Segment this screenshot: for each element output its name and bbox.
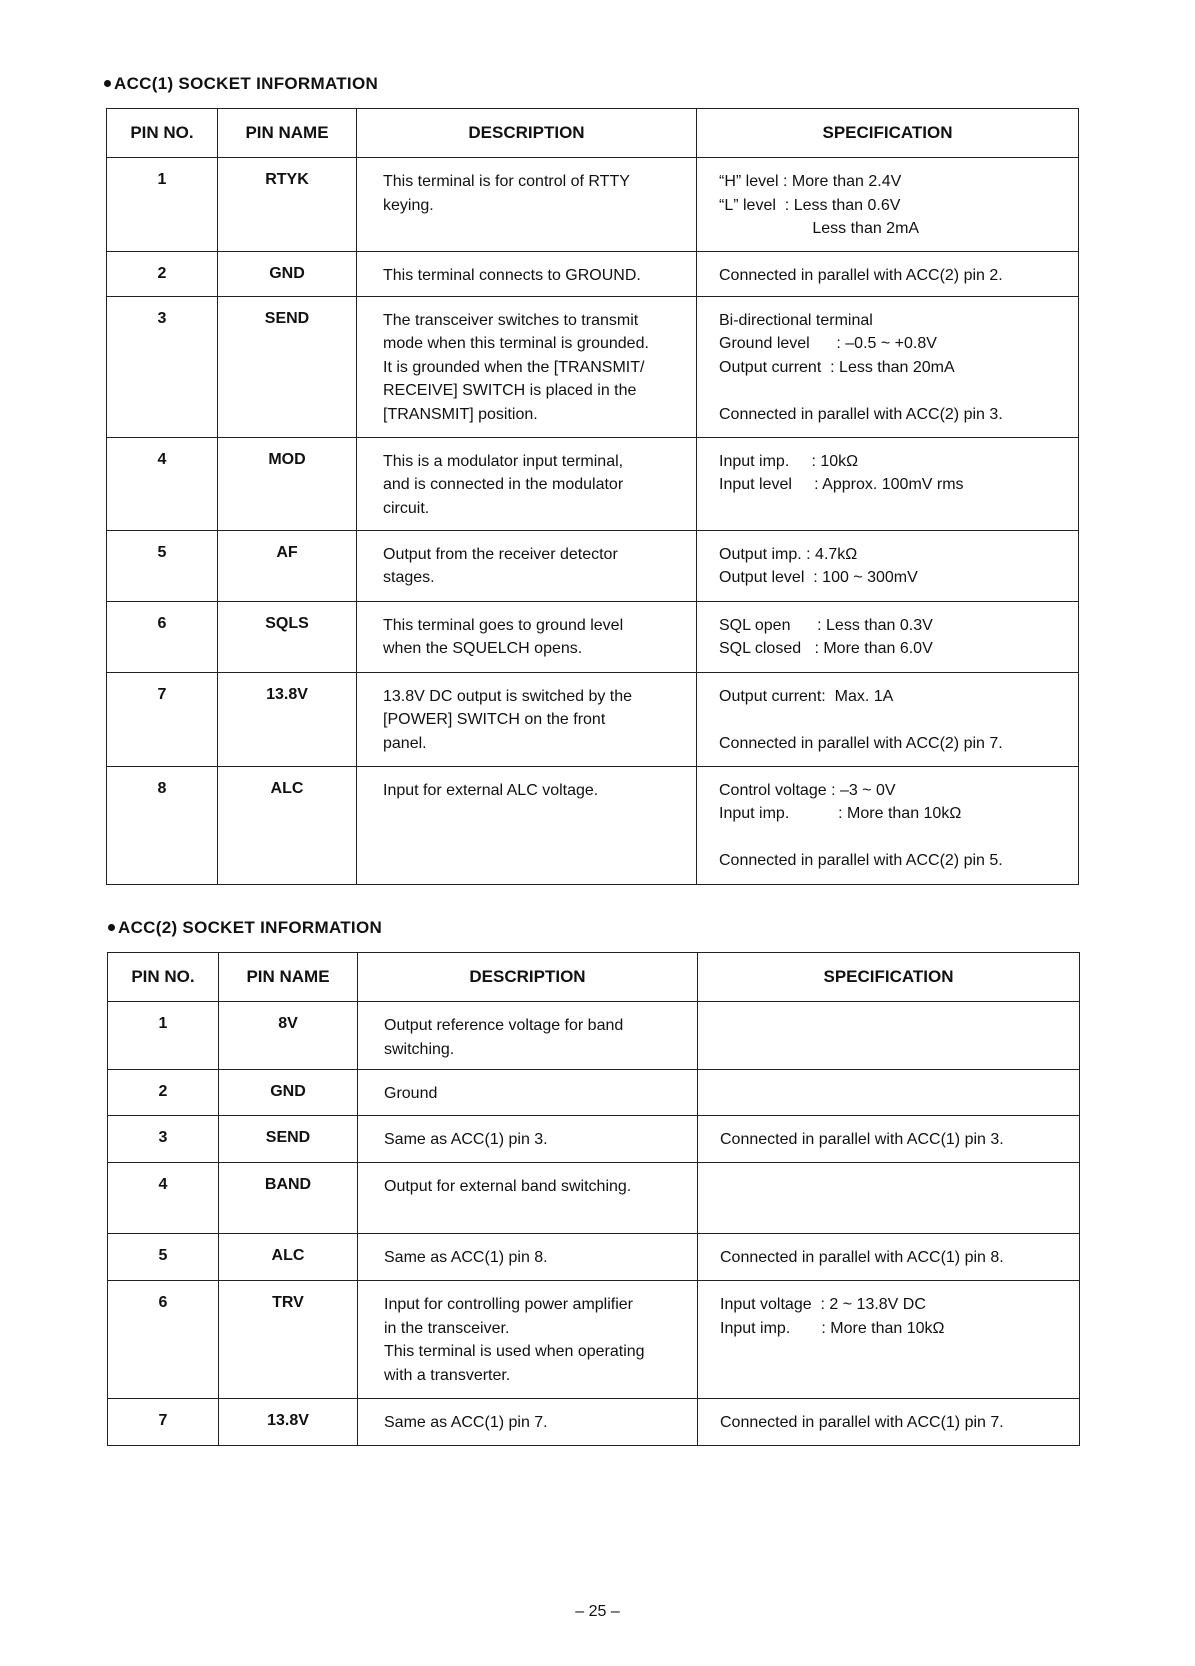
specification-cell xyxy=(698,1281,1080,1399)
acc2-pin-table xyxy=(107,952,1080,1446)
specification-line: Input level : Approx. 100mV rms xyxy=(719,476,964,493)
description-line: with a transverter. xyxy=(384,1366,511,1384)
specification-header: SPECIFICATION xyxy=(697,109,1079,158)
acc1-header-row xyxy=(107,109,1079,158)
description-cell xyxy=(357,672,697,766)
specification-cell xyxy=(698,1163,1080,1234)
description-line: panel. xyxy=(383,734,427,752)
specification-cell xyxy=(697,296,1079,437)
description-cell xyxy=(358,1281,698,1399)
description-cell xyxy=(357,601,697,672)
description-line: RECEIVE] SWITCH is placed in the xyxy=(383,382,637,399)
description-cell xyxy=(357,766,697,884)
description-cell xyxy=(357,252,697,297)
description-line: Output from the receiver detector xyxy=(383,545,618,563)
description-cell xyxy=(358,1234,698,1281)
table-row xyxy=(108,1234,1080,1281)
specification-cell xyxy=(697,766,1079,884)
pin-name-header: PIN NAME xyxy=(218,109,357,158)
specification-line: Control voltage : –3 ~ 0V xyxy=(719,781,896,799)
description-line: stages. xyxy=(383,569,435,586)
table-row xyxy=(107,437,1079,530)
acc1-title-text: ACC(1) SOCKET INFORMATION xyxy=(114,74,379,93)
table-row xyxy=(107,252,1079,297)
specification-line: Connected in parallel with ACC(1) pin 8. xyxy=(720,1249,1004,1266)
pin-number-cell: 1 xyxy=(108,1002,219,1070)
pin-name-header: PIN NAME xyxy=(219,953,358,1002)
description-cell xyxy=(358,1002,698,1070)
description-line: [TRANSMIT] position. xyxy=(383,405,538,423)
specification-line: Output imp. : 4.7kΩ xyxy=(719,545,858,563)
specification-line: Output level : 100 ~ 300mV xyxy=(719,569,918,586)
description-cell xyxy=(357,158,697,252)
description-header: DESCRIPTION xyxy=(358,953,698,1002)
description-cell xyxy=(357,296,697,437)
description-line: keying. xyxy=(383,196,434,214)
specification-cell xyxy=(697,601,1079,672)
specification-line: Connected in parallel with ACC(2) pin 2. xyxy=(719,267,1003,284)
pin-name-cell: 8V xyxy=(219,1002,358,1070)
table-row xyxy=(107,672,1079,766)
description-cell xyxy=(357,530,697,601)
description-header: DESCRIPTION xyxy=(357,109,697,158)
table-row xyxy=(108,1002,1080,1070)
acc1-section-title xyxy=(104,74,378,94)
specification-line: Connected in parallel with ACC(1) pin 3. xyxy=(720,1131,1004,1148)
pin-number-cell: 1 xyxy=(107,158,218,252)
description-line: This terminal is for control of RTTY xyxy=(383,173,630,190)
pin-number-cell: 3 xyxy=(108,1116,219,1163)
pin-number-cell: 6 xyxy=(108,1281,219,1399)
specification-line: Input imp. : More than 10kΩ xyxy=(720,1319,945,1337)
pin-name-cell: MOD xyxy=(218,437,357,530)
pin-name-cell: ALC xyxy=(218,766,357,884)
specification-line: SQL open : Less than 0.3V xyxy=(719,616,933,634)
pin-name-cell: TRV xyxy=(219,1281,358,1399)
pin-number-cell: 3 xyxy=(107,296,218,437)
table-row xyxy=(107,158,1079,252)
description-cell xyxy=(357,437,697,530)
description-line: This terminal is used when operating xyxy=(384,1343,645,1360)
description-line: [POWER] SWITCH on the front xyxy=(383,711,606,728)
description-line: switching. xyxy=(384,1040,455,1058)
description-line: Output reference voltage for band xyxy=(384,1017,624,1034)
specification-line: Output current: Max. 1A xyxy=(719,687,894,705)
pin-name-cell: 13.8V xyxy=(218,672,357,766)
pin-number-cell: 6 xyxy=(107,601,218,672)
description-line: The transceiver switches to transmit xyxy=(383,311,639,329)
page-number: – 25 – xyxy=(575,1603,620,1620)
table-row xyxy=(108,1163,1080,1234)
acc1-pin-table xyxy=(106,108,1079,885)
pin-number-cell: 4 xyxy=(108,1163,219,1234)
pin-name-cell: RTYK xyxy=(218,158,357,252)
specification-line: Ground level : –0.5 ~ +0.8V xyxy=(719,335,937,352)
pin-name-cell: 13.8V xyxy=(219,1399,358,1446)
specification-cell xyxy=(697,158,1079,252)
specification-line: Output current : Less than 20mA xyxy=(719,358,955,376)
specification-line: Less than 2mA xyxy=(719,220,920,237)
description-line: Same as ACC(1) pin 8. xyxy=(384,1249,548,1266)
description-cell xyxy=(358,1163,698,1234)
specification-line: Connected in parallel with ACC(2) pin 7. xyxy=(719,734,1003,752)
table-row xyxy=(108,1116,1080,1163)
pin-number-cell: 2 xyxy=(107,252,218,297)
table-row xyxy=(108,1281,1080,1399)
specification-cell xyxy=(697,252,1079,297)
specification-cell xyxy=(698,1234,1080,1281)
acc2-section-title xyxy=(108,918,382,938)
pin-name-cell: ALC xyxy=(219,1234,358,1281)
description-cell xyxy=(358,1399,698,1446)
description-line: Input for controlling power amplifier xyxy=(384,1296,634,1313)
specification-line: Input imp. : More than 10kΩ xyxy=(719,805,962,822)
description-cell xyxy=(358,1070,698,1116)
table-row xyxy=(108,1399,1080,1446)
pin-number-cell: 7 xyxy=(107,672,218,766)
specification-line: “L” level : Less than 0.6V xyxy=(719,196,901,214)
table-row xyxy=(107,530,1079,601)
specification-cell xyxy=(698,1116,1080,1163)
description-line: Ground xyxy=(384,1085,438,1102)
pin-name-cell: GND xyxy=(219,1070,358,1116)
description-line: Same as ACC(1) pin 3. xyxy=(384,1131,548,1148)
description-cell xyxy=(358,1116,698,1163)
pin-name-cell: SEND xyxy=(219,1116,358,1163)
specification-line xyxy=(719,708,1068,732)
description-line: mode when this terminal is grounded. xyxy=(383,335,649,352)
description-line: circuit. xyxy=(383,499,430,517)
specification-line xyxy=(719,826,1068,850)
specification-cell xyxy=(697,672,1079,766)
table-row xyxy=(108,1070,1080,1116)
bullet-icon xyxy=(108,924,115,931)
specification-line: “H” level : More than 2.4V xyxy=(719,173,902,190)
description-line: It is grounded when the [TRANSMIT/ xyxy=(383,358,645,376)
bullet-icon xyxy=(104,80,111,87)
specification-cell xyxy=(697,530,1079,601)
pin-number-cell: 5 xyxy=(108,1234,219,1281)
description-line: This terminal goes to ground level xyxy=(383,616,624,634)
specification-line: Input imp. : 10kΩ xyxy=(719,452,859,470)
specification-line: Bi-directional terminal xyxy=(719,311,873,329)
specification-cell xyxy=(698,1399,1080,1446)
pin-number-cell: 2 xyxy=(108,1070,219,1116)
pin-name-cell: SQLS xyxy=(218,601,357,672)
specification-line: Connected in parallel with ACC(2) pin 3. xyxy=(719,405,1003,423)
specification-cell xyxy=(697,437,1079,530)
acc2-header-row xyxy=(108,953,1080,1002)
pin-no-header: PIN NO. xyxy=(108,953,219,1002)
pin-name-cell: AF xyxy=(218,530,357,601)
description-line: in the transceiver. xyxy=(384,1319,510,1337)
description-line: Same as ACC(1) pin 7. xyxy=(384,1414,548,1431)
pin-number-cell: 4 xyxy=(107,437,218,530)
specification-line xyxy=(719,379,1068,403)
pin-number-cell: 7 xyxy=(108,1399,219,1446)
specification-line: SQL closed : More than 6.0V xyxy=(719,640,933,657)
pin-name-cell: SEND xyxy=(218,296,357,437)
pin-name-cell: BAND xyxy=(219,1163,358,1234)
description-line: 13.8V DC output is switched by the xyxy=(383,687,633,705)
pin-name-cell: GND xyxy=(218,252,357,297)
pin-number-cell: 5 xyxy=(107,530,218,601)
table-row xyxy=(107,601,1079,672)
specification-cell xyxy=(698,1070,1080,1116)
table-row xyxy=(107,766,1079,884)
description-line: Output for external band switching. xyxy=(384,1178,632,1195)
description-line: Input for external ALC voltage. xyxy=(383,781,599,799)
description-line: This is a modulator input terminal, xyxy=(383,452,624,470)
specification-header: SPECIFICATION xyxy=(698,953,1080,1002)
description-line: This terminal connects to GROUND. xyxy=(383,267,641,284)
acc2-title-text: ACC(2) SOCKET INFORMATION xyxy=(118,918,383,937)
pin-no-header: PIN NO. xyxy=(107,109,218,158)
specification-line: Input voltage : 2 ~ 13.8V DC xyxy=(720,1296,926,1313)
specification-line: Connected in parallel with ACC(1) pin 7. xyxy=(720,1414,1004,1431)
specification-cell xyxy=(698,1002,1080,1070)
table-row xyxy=(107,296,1079,437)
description-line: when the SQUELCH opens. xyxy=(383,640,583,657)
specification-line: Connected in parallel with ACC(2) pin 5. xyxy=(719,852,1003,869)
description-line: and is connected in the modulator xyxy=(383,476,624,493)
pin-number-cell: 8 xyxy=(107,766,218,884)
